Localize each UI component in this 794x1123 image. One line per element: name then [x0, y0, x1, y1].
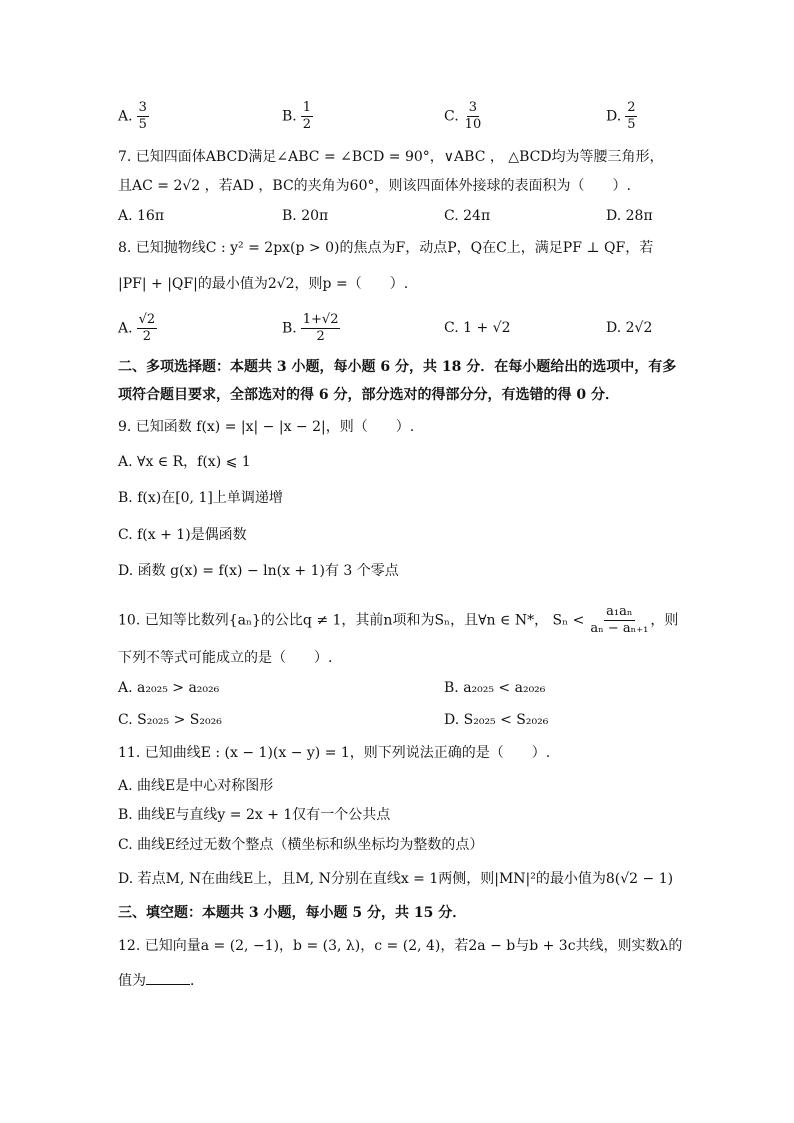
q11-option-c: C. 曲线E经过无数个整点（横坐标和纵坐标均为整数的点）: [118, 837, 484, 853]
q7-stem-line1: 7. 已知四面体ABCD满足∠ABC = ∠BCD = 90°，∨ABC ， △BCD均为等腰三角形，: [118, 149, 664, 165]
q8-option-a: A. $\frac{√2}{2}$: [118, 312, 156, 344]
q10-option-c: C. S₂₀₂₅ > S₂₀₂₆: [118, 712, 222, 728]
q8-option-b: B. $\frac{1+√2}{2}$: [282, 312, 339, 344]
q6-option-d: D. $\frac{2}{5}$: [606, 100, 636, 132]
q8-stem-line2: |PF| + |QF|的最小值为2√2，则p =（ ）.: [118, 276, 409, 292]
q7-option-d: D. 28π: [606, 208, 653, 224]
q6-option-a: A. $\frac{3}{5}$: [118, 100, 147, 132]
q12-stem-line1: 12. 已知向量a = (2, −1)，b = (3, λ)，c = (2, 4)，若2a − b与b + 3c共线，则实数λ的: [118, 938, 683, 954]
q8-option-c: C. 1 + √2: [444, 320, 511, 336]
q9-option-a: A. ∀x ∈ R，f(x) ⩽ 1: [118, 454, 251, 470]
q6-option-c: C. $\frac{3}{10}$: [444, 100, 482, 132]
q11-option-a: A. 曲线E是中心对称图形: [118, 778, 274, 794]
q10-stem-line1: 10. 已知等比数列{aₙ}的公比q ≠ 1，其前n项和为Sₙ，且∀n ∈ N*， Sₙ < $\frac{\text{a₁aₙ}}{\text{aₙ − aₙ₊₁}}$ ，则: [118, 604, 679, 636]
q10-option-a: A. a₂₀₂₅ > a₂₀₂₆: [118, 680, 220, 696]
q10-option-b: B. a₂₀₂₅ < a₂₀₂₆: [444, 680, 546, 696]
q7-option-b: B. 20π: [282, 208, 329, 224]
q7-stem-line2: 且AC = 2√2 ，若AD ，BC的夹角为60°，则该四面体外接球的表面积为（ ）.: [118, 178, 631, 194]
answer-blank[interactable]: [146, 970, 190, 985]
q10-stem-line2: 下列不等式可能成立的是（ ）.: [118, 650, 333, 666]
q7-option-a: A. 16π: [118, 208, 165, 224]
q9-option-b: B. f(x)在[0, 1]上单调递增: [118, 490, 283, 506]
q8-stem-line1: 8. 已知抛物线C : y² = 2px(p > 0)的焦点为F，动点P，Q在C上，满足PF ⊥ QF，若: [118, 240, 654, 256]
q11-option-d: D. 若点M, N在曲线E上，且M, N分别在直线x = 1两侧，则|MN|²的最小值为8(√2 − 1): [118, 871, 674, 887]
section2-heading-line2: 项符合题目要求，全部选对的得 6 分，部分选对的得部分分，有选错的得 0 分．: [118, 387, 619, 403]
q6-option-b: B. $\frac{1}{2}$: [282, 100, 312, 132]
q8-option-d: D. 2√2: [606, 320, 653, 336]
q11-stem: 11. 已知曲线E : (x − 1)(x − y) = 1，则下列说法正确的是（ ）.: [118, 745, 551, 761]
q9-stem: 9. 已知函数 f(x) = |x| − |x − 2|，则（ ）.: [118, 419, 415, 435]
section2-heading-line1: 二、多项选择题：本题共 3 小题，每小题 6 分，共 18 分．在每小题给出的选项中，有多: [118, 359, 677, 375]
q11-option-b: B. 曲线E与直线y = 2x + 1仅有一个公共点: [118, 807, 391, 823]
q12-stem-line2: 值为 ．: [118, 970, 204, 991]
q9-option-c: C. f(x + 1)是偶函数: [118, 527, 247, 543]
section3-heading: 三、填空题：本题共 3 小题，每小题 5 分，共 15 分．: [118, 905, 467, 921]
q10-option-d: D. S₂₀₂₅ < S₂₀₂₆: [444, 712, 549, 728]
q7-option-c: C. 24π: [444, 208, 491, 224]
q9-option-d: D. 函数 g(x) = f(x) − ln(x + 1)有 3 个零点: [118, 563, 399, 579]
